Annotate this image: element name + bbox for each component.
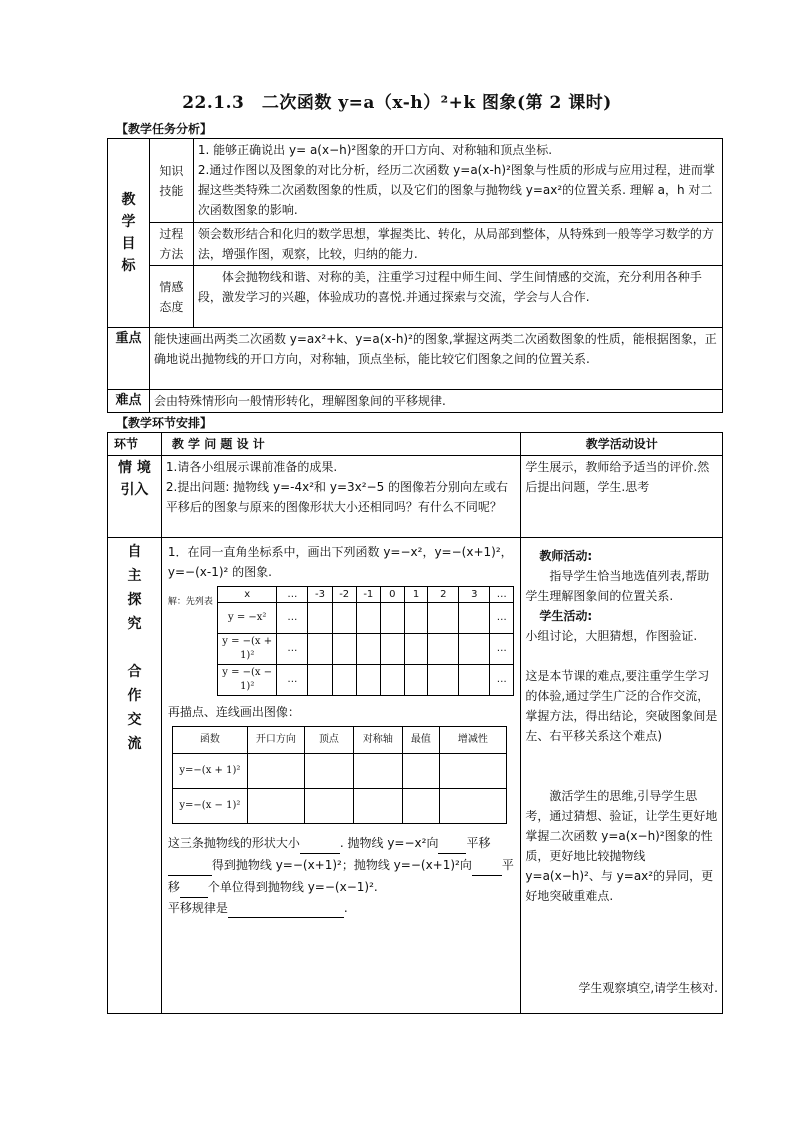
intro-line-1: 1.请各小组展示课前准备的成果. xyxy=(165,460,338,474)
process-content: 领会数形结合和化归的数学思想，掌握类比、转化，从局部到整体，从特殊到一般等学习数学的方法，增强作图，观察，比较，归纳的能力. xyxy=(193,223,722,266)
property-header: 最值 xyxy=(402,727,439,754)
fill-in-text: 这三条抛物线的形状大小 . 抛物线 y=−x²向 平移得到抛物线 y=−(x+1)²；抛物线 y=−(x+1)²向 平移 个单位得到抛物线 y=−(x−1)². xyxy=(168,832,515,898)
goal-char: 标 xyxy=(121,258,136,274)
key-label: 重点 xyxy=(108,328,150,390)
check-note: 学生观察填空,请学生核对. xyxy=(578,981,718,995)
value-header-cell: 3 xyxy=(459,587,490,603)
goal-char: 目 xyxy=(121,236,136,252)
explore-char: 作 xyxy=(127,688,142,704)
intro-line-2: 2.提出问题: 抛物线 y=-4x²和 y=3x²−5 的图像若分别向左或右平移后的图象与原来的图像形状大小还相同吗？有什么不同呢？ xyxy=(165,480,509,514)
intro-content xyxy=(161,456,521,538)
knowledge-line-2: 2.通过作图以及图象的对比分析，经历二次函数 y=a(x-h)²图象与性质的形成与应用过程，进而掌握这些类特殊二次函数图象的性质，以及它们的图象与抛物线 y=ax²的位置关系. 理解 a，h 对二次函数图象的影响. xyxy=(197,163,715,217)
student-activity-text: 小组讨论，大胆猜想，作图验证. xyxy=(525,629,698,643)
property-row-label: y=−(x + 1)² xyxy=(172,754,247,789)
row-label-process: 过程方法 xyxy=(149,223,193,266)
value-row-label: y = −x² xyxy=(218,603,277,634)
explore-char: 主 xyxy=(127,568,142,584)
value-header-cell: -1 xyxy=(356,587,380,603)
teacher-activity-header: 教师活动: xyxy=(539,549,593,563)
goal-char: 学 xyxy=(121,214,136,230)
section-header-task: 【教学任务分析】 xyxy=(116,122,213,136)
value-row-label: y = −(x − 1)² xyxy=(218,665,277,696)
row-label-emotion: 情感态度 xyxy=(149,266,193,328)
goal-label-cell xyxy=(108,139,150,328)
header-activity: 教学活动设计 xyxy=(521,433,723,456)
explore-char: 自 xyxy=(127,544,142,560)
value-table xyxy=(217,586,514,696)
property-header: 函数 xyxy=(172,727,247,754)
value-dots: … xyxy=(277,634,308,665)
explore-char: 合 xyxy=(127,664,142,680)
page-title: 22.1.3 二次函数 y=a（x-h）²+k 图象(第 2 课时) xyxy=(182,93,612,113)
property-table xyxy=(172,726,507,824)
value-dots: … xyxy=(277,603,308,634)
explore-char: 交 xyxy=(127,712,142,728)
explore-char: 探 xyxy=(127,592,142,608)
value-dots: … xyxy=(277,665,308,696)
draw-instruction: 再描点、连线画出图像： xyxy=(167,705,300,719)
property-header: 顶点 xyxy=(304,727,353,754)
explore-content xyxy=(161,538,521,1014)
property-header: 增减性 xyxy=(439,727,506,754)
explore-char: 究 xyxy=(127,616,142,632)
task-analysis-table xyxy=(107,138,723,413)
arrangement-table xyxy=(107,432,723,1014)
section-header-arrange: 【教学环节安排】 xyxy=(116,416,213,430)
translation-rule: 平移规律是 . xyxy=(168,898,515,918)
header-stage: 环节 xyxy=(108,433,162,456)
row-label-knowledge: 知识技能 xyxy=(149,139,193,223)
difficulty-label: 难点 xyxy=(108,390,150,413)
value-row-label: y = −(x + 1)² xyxy=(218,634,277,665)
answer-blank[interactable] xyxy=(438,839,466,854)
value-header-cell: 2 xyxy=(428,587,459,603)
emotion-content: 体会抛物线和谐、对称的美，注重学习过程中师生间、学生间情感的交流，充分利用各种手段，激发学习的兴趣，体验成功的喜悦.并通过探索与交流，学会与人合作. xyxy=(193,266,722,328)
value-header-cell: -2 xyxy=(332,587,356,603)
answer-blank[interactable] xyxy=(180,883,208,898)
value-header-cell: … xyxy=(490,587,514,603)
value-header-cell: 0 xyxy=(380,587,404,603)
value-dots: … xyxy=(490,665,514,696)
value-header-cell: x xyxy=(218,587,277,603)
property-row-label: y=−(x − 1)² xyxy=(172,789,247,824)
answer-blank[interactable] xyxy=(300,839,340,854)
value-header-cell: … xyxy=(277,587,308,603)
value-dots: … xyxy=(490,603,514,634)
question-1: 1．在同一直角坐标系中，画出下列函数 y=−x²，y=−(x+1)²，y=−(x-1)² 的图象. xyxy=(167,545,513,579)
thinking-note: 激活学生的思维,引导学生思考，通过猜想、验证，让学生更好地掌握二次函数 y=a(x−h)²图象的性质，更好地比较抛物线 y=a(x−h)²、与 y=ax²的异同，更好地突破重难点. xyxy=(525,789,718,903)
answer-blank[interactable] xyxy=(228,903,344,918)
student-activity-header: 学生活动: xyxy=(539,609,593,623)
answer-blank[interactable] xyxy=(472,861,502,876)
intro-activity: 学生展示，教师给予适当的评价.然后提出问题，学生.思考 xyxy=(521,456,723,538)
answer-blank[interactable] xyxy=(168,861,212,876)
goal-char: 教 xyxy=(121,192,136,208)
explore-char: 流 xyxy=(127,736,142,752)
header-problem: 教 学 问 题 设 计 xyxy=(161,433,521,456)
property-header: 对称轴 xyxy=(353,727,402,754)
explore-label xyxy=(108,538,162,1014)
value-dots: … xyxy=(490,634,514,665)
teacher-activity-text: 指导学生恰当地选值列表,帮助学生理解图象间的位置关系. xyxy=(525,569,710,603)
list-label: 解：先列表 xyxy=(167,597,213,607)
explore-activity xyxy=(521,538,723,1014)
property-header: 开口方向 xyxy=(247,727,304,754)
difficulty-note: 这是本节课的难点,要注重学生学习的体验,通过学生广泛的合作交流，掌握方法，得出结论，突破图象间是左、右平移关系这个难点) xyxy=(525,669,718,743)
intro-label: 情 境引入 xyxy=(108,456,162,538)
knowledge-line-1: 1. 能够正确说出 y= a(x−h)²图象的开口方向、对称轴和顶点坐标. xyxy=(197,143,553,157)
difficulty-content: 会由特殊情形向一般情形转化，理解图象间的平移规律. xyxy=(149,390,722,413)
knowledge-content xyxy=(193,139,722,223)
value-header-cell: 1 xyxy=(404,587,428,603)
key-content: 能快速画出两类二次函数 y=ax²+k、y=a(x-h)²的图象,掌握这两类二次函数图象的性质，能根据图象，正确地说出抛物线的开口方向，对称轴，顶点坐标，能比较它们图象之间的位置关系. xyxy=(149,328,722,390)
value-header-cell: -3 xyxy=(308,587,332,603)
